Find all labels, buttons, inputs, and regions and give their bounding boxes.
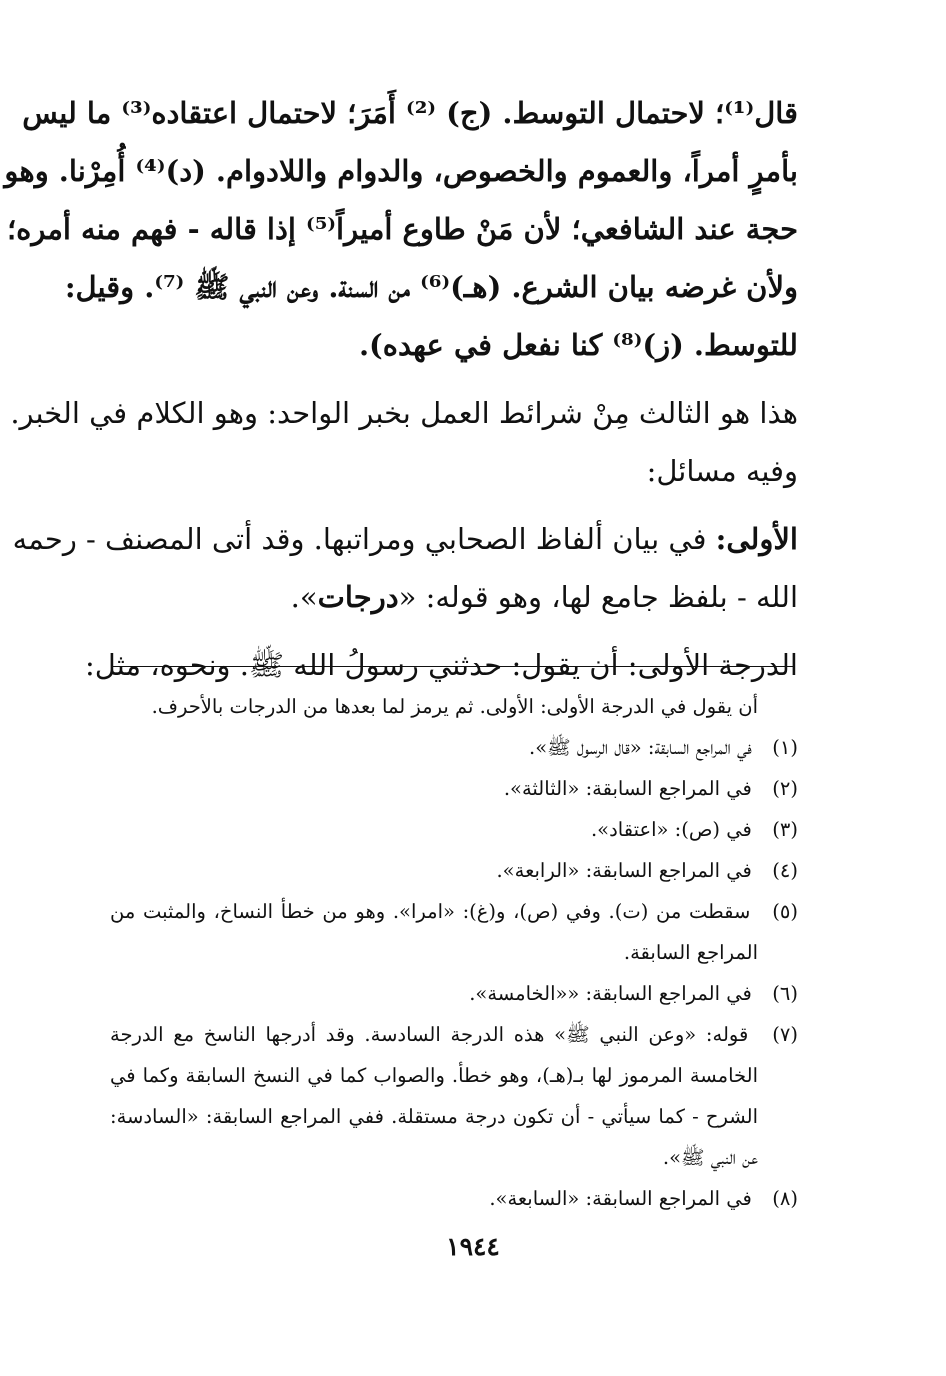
text-line-8 [12,510,798,568]
text-line-8-rest: في بيان ألفاظ الصحابي ومراتبها. وقد أتى المصنف - رحمه [12,522,716,556]
footnote-1: (١) في المراجع السابقة: «قال الرسول ﷺ». [110,727,798,768]
footnote-7: (٧) قوله: «وعن النبي ﷺ» هذه الدرجة السادسة. وقد أدرجها الناسخ مع الدرجة [110,1014,798,1055]
page-number: ١٩٤٤ [446,1232,500,1261]
term-darajat: درجات [317,580,399,614]
text-line-5: للتوسط. (ز)⁽⁸⁾ كنا نفعل في عهده). [358,328,798,362]
footnote-2-number: (٢) [772,777,798,800]
text-line-7: وفيه مسائل: [646,454,798,488]
footnote-4-number: (٤) [772,859,798,882]
footnote-5-cont: المراجع السابقة. [623,941,758,964]
footnote-divider [112,666,794,667]
text-line-3: حجة عند الشافعي؛ لأن مَنْ طاوع أميراً⁽⁵⁾ إذا قاله - فهم منه أمره؛ [6,212,798,246]
text-line-9-start: الله - بلفظ جامع لها، وهو قوله: « [398,580,798,614]
text-line-1: قال⁽¹⁾؛ لاحتمال التوسط. (ج) ⁽²⁾ أَمَرَ؛ لاحتمال اعتقاده⁽³⁾ ما ليس [22,96,798,130]
footnote-intro: أن يقول في الدرجة الأولى: الأولى. ثم يرمز لما بعدها من الدرجات بالأحرف. [151,695,758,718]
main-text [4,84,798,694]
footnote-7-cont-3: عن النبي ﷺ». [662,1146,758,1169]
footnote-7-cont-1: الخامسة المرموز لها بـ(هـ)، وهو خطأ. والصواب كما في النسخ السابقة وكما في [110,1064,758,1087]
footnote-4: (٤) في المراجع السابقة: «الرابعة». [110,850,798,891]
text-line-10: الدرجة الأولى: أن يقول: حدثني رسولُ الله ﷺ. ونحوه، مثل: [85,648,798,682]
footnote-8: (٨) في المراجع السابقة: «السابعة». [110,1178,798,1219]
text-line-4: ولأن غرضه بيان الشرع. (هـ)⁽⁶⁾ من السنة. وعن النبي ﷺ ⁽⁷⁾. وقيل: [64,270,798,304]
footnote-7-cont-2: الشرح - كما سيأتي - أن تكون درجة مستقلة. ففي المراجع السابقة: «السادسة: [110,1105,758,1128]
text-line-9 [108,568,798,626]
text-line-9-end: ». [290,580,318,614]
footnote-1-number: (١) [772,736,798,759]
footnote-3: (٣) في (ص): «اعتقاد». [110,809,798,850]
footnote-5-number: (٥) [772,900,798,923]
footnote-2: (٢) في المراجع السابقة: «الثالثة». [110,768,798,809]
footnote-5: (٥) سقطت من (ت). وفي (ص)، و(غ): «امرا». وهو من خطأ النساخ، والمثبت من [110,891,798,932]
footnote-3-number: (٣) [772,818,798,841]
text-line-2: بأمرٍ أمراً، والعموم والخصوص، والدوام واللادوام. (د)⁽⁴⁾ أُمِرْنا. وهو [4,154,798,188]
heading-first: الأولى: [715,522,798,556]
footnote-7-number: (٧) [772,1023,798,1046]
footnote-6: (٦) في المراجع السابقة: ««الخامسة». [110,973,798,1014]
footnote-6-number: (٦) [772,982,798,1005]
footnotes [110,686,798,1219]
footnote-8-number: (٨) [772,1187,798,1210]
text-line-6: هذا هو الثالث مِنْ شرائط العمل بخبر الواحد: وهو الكلام في الخبر. [10,396,798,430]
